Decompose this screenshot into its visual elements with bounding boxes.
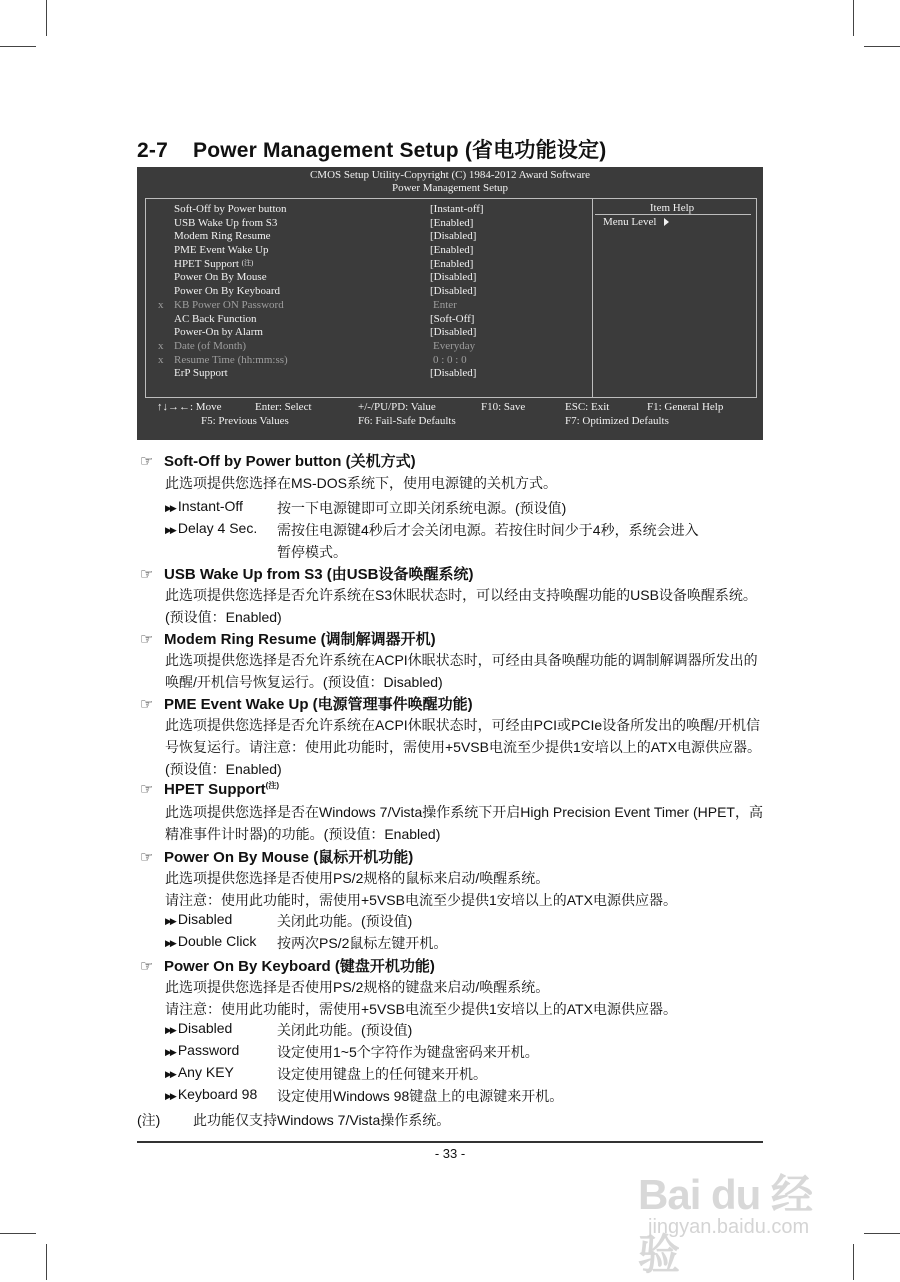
crop-mark <box>0 46 36 47</box>
paragraph: 此选项提供您选择是否使用PS/2规格的键盘来启动/唤醒系统。 <box>165 979 550 995</box>
bios-item-label-text: ErP Support <box>174 367 228 380</box>
footer-optimized: F7: Optimized Defaults <box>565 415 669 427</box>
paragraph: 此选项提供您选择是否允许系统在ACPI休眠状态时，可经由PCI或PCIe设备所发出的唤醒/开机信号恢复运行。请注意：使用此功能时，需使用+5VSB电流至少提供1安培以上的ATX电源供应器。(预设值：Enabled) <box>165 717 761 777</box>
footer-save: F10: Save <box>481 401 526 413</box>
double-arrow-icon: ▶▶ <box>165 938 175 948</box>
option-desc: 设定使用键盘上的任何键来开机。 <box>277 1066 487 1082</box>
bios-item-label-text: Power On By Keyboard <box>174 285 281 298</box>
bios-item-label-text: KB Power ON Password <box>174 298 284 311</box>
paragraph: 此选项提供您选择是否允许系统在ACPI休眠状态时，可经由具备唤醒功能的调制解调器所发出的唤醒/开机信号恢复运行。(预设值：Disabled) <box>165 652 758 690</box>
footer-exit: ESC: Exit <box>565 401 610 413</box>
bios-item-row[interactable] <box>146 203 592 217</box>
option-instant-off <box>165 498 567 516</box>
watermark-url: jingyan.baidu.com <box>648 1216 810 1238</box>
hand-pointer-icon: ☞ <box>140 453 154 470</box>
bios-item-label <box>174 258 253 272</box>
footnote-label: (注) <box>137 1112 161 1128</box>
baidu-watermark <box>638 1150 838 1278</box>
crop-mark <box>864 46 900 47</box>
menu-level <box>603 216 669 229</box>
double-arrow-icon: ▶▶ <box>165 1025 175 1035</box>
footer-failsafe: F6: Fail-Safe Defaults <box>358 415 456 427</box>
double-arrow-icon: ▶▶ <box>165 1091 175 1101</box>
heading-power-on-mouse <box>140 846 413 867</box>
bios-item-label <box>174 326 263 340</box>
footnote-text: 此功能仅支持Windows 7/Vista操作系统。 <box>193 1112 451 1128</box>
bios-item-label-text: Soft-Off by Power button <box>174 203 287 215</box>
footnote-mark: (注) <box>241 258 254 267</box>
heading-text: Power On By Keyboard (键盘开机功能) <box>164 958 435 975</box>
bios-item-label <box>174 217 277 231</box>
option-name: Delay 4 Sec. <box>177 520 258 536</box>
option-delay-4-sec <box>165 520 699 538</box>
bios-item-label <box>174 285 280 299</box>
paragraph: 请注意：使用此功能时，需使用+5VSB电流至少提供1安培以上的ATX电源供应器。 <box>165 892 677 908</box>
hand-pointer-icon: ☞ <box>140 631 154 648</box>
bios-item-label <box>174 271 267 285</box>
bios-item-label-text: Date (of Month) <box>174 339 247 352</box>
triangle-right-icon <box>664 218 669 226</box>
option-name: Any KEY <box>177 1064 234 1080</box>
bios-item-label <box>174 244 269 258</box>
option-mouse-disabled <box>165 911 413 929</box>
bios-screen <box>137 167 763 440</box>
bios-item-value[interactable]: [Disabled] <box>430 367 477 380</box>
disabled-mark: x <box>158 339 164 352</box>
bios-item-label-text: USB Wake Up from S3 <box>174 216 278 229</box>
bios-item-value[interactable]: [Soft-Off] <box>430 312 475 325</box>
heading-text: PME Event Wake Up (电源管理事件唤醒功能) <box>164 696 473 713</box>
heading-pme-event <box>140 693 473 714</box>
option-desc: 设定使用Windows 98键盘上的电源键来开机。 <box>277 1088 564 1104</box>
crop-mark <box>46 0 47 36</box>
bios-item-label-text: Power On By Mouse <box>174 271 267 284</box>
option-desc: 暂停模式。 <box>277 544 347 560</box>
double-arrow-icon: ▶▶ <box>165 525 175 535</box>
crop-mark <box>0 1233 36 1234</box>
bios-item-label <box>174 299 284 313</box>
disabled-mark: x <box>158 353 164 366</box>
option-password <box>165 1042 539 1060</box>
bios-item-value[interactable]: [Disabled] <box>430 326 477 339</box>
bios-item-row[interactable] <box>146 367 592 381</box>
heading-text: Power On By Mouse (鼠标开机功能) <box>164 849 414 866</box>
item-help-title: Item Help <box>649 202 695 214</box>
option-desc: 设定使用1~5个字符作为键盘密码来开机。 <box>277 1044 539 1060</box>
option-keyboard-disabled <box>165 1020 413 1038</box>
heading-modem-ring <box>140 628 436 649</box>
bios-item-value[interactable]: [Disabled] <box>430 285 477 298</box>
bios-item-row[interactable] <box>146 258 592 272</box>
footer-help: F1: General Help <box>647 401 724 413</box>
bios-item-row[interactable] <box>146 217 592 231</box>
bios-item-value: Everyday <box>433 339 476 352</box>
footer-rule <box>137 1141 763 1143</box>
bios-item-label-text: AC Back Function <box>174 312 257 325</box>
paragraph: 此选项提供您选择是否允许系统在S3休眠状态时，可以经由支持唤醒功能的USB设备唤醒系统。(预设值：Enabled) <box>165 587 757 625</box>
heading-power-on-keyboard <box>140 955 435 976</box>
bios-item-label-text: Modem Ring Resume <box>174 230 271 243</box>
bios-item-row[interactable] <box>146 271 592 285</box>
hand-pointer-icon: ☞ <box>140 696 154 713</box>
bios-item-value: 0 : 0 : 0 <box>433 353 467 366</box>
crop-mark <box>46 1244 47 1280</box>
bios-footer <box>137 401 763 431</box>
option-keyboard-98 <box>165 1086 564 1104</box>
footer-previous: F5: Previous Values <box>201 415 289 427</box>
bios-item-value[interactable]: [Enabled] <box>430 244 474 257</box>
option-name: Instant-Off <box>177 498 243 514</box>
option-name: Disabled <box>177 911 233 927</box>
bios-item-value[interactable]: [Enabled] <box>430 216 474 229</box>
paragraph: 请注意：使用此功能时，需使用+5VSB电流至少提供1安培以上的ATX电源供应器。 <box>165 1001 677 1017</box>
crop-mark <box>864 1233 900 1234</box>
bios-item-row[interactable] <box>146 326 592 340</box>
bios-copyright: CMOS Setup Utility-Copyright (C) 1984-2012 Award Software <box>309 169 591 181</box>
option-desc: 按两次PS/2鼠标左键开机。 <box>277 935 448 951</box>
double-arrow-icon: ▶▶ <box>165 916 175 926</box>
heading-text: Soft-Off by Power button (关机方式) <box>164 453 416 470</box>
menu-level-label: Menu Level <box>603 216 657 228</box>
hand-pointer-icon: ☞ <box>140 566 154 583</box>
heading-usb-wake <box>140 563 473 584</box>
bios-divider <box>592 199 593 397</box>
bios-item-label <box>174 230 271 244</box>
footnote <box>137 1110 451 1130</box>
section-number: 2-7 <box>137 139 168 162</box>
heading-softoff <box>140 450 416 471</box>
bios-item-label <box>174 367 228 381</box>
double-arrow-icon: ▶▶ <box>165 1047 175 1057</box>
bios-item-value[interactable]: [Disabled] <box>430 230 477 243</box>
bios-item-label-text: Power-On by Alarm <box>174 326 263 339</box>
item-help-divider <box>595 214 751 215</box>
option-desc: 关闭此功能。(预设值) <box>277 913 413 929</box>
option-name: Disabled <box>177 1020 233 1036</box>
double-arrow-icon: ▶▶ <box>165 1069 175 1079</box>
heading-text: USB Wake Up from S3 (由USB设备唤醒系统) <box>164 566 474 583</box>
bios-item-label <box>174 203 287 217</box>
bios-item-label <box>174 354 288 368</box>
bios-item-row[interactable] <box>146 285 592 299</box>
bios-item-value[interactable]: [Disabled] <box>430 271 477 284</box>
hand-pointer-icon: ☞ <box>140 781 154 798</box>
option-any-key <box>165 1064 487 1082</box>
option-desc: 需按住电源键4秒后才会关闭电源。若按住时间少于4秒，系统会进入 <box>277 522 699 538</box>
option-double-click <box>165 933 448 951</box>
paragraph: 此选项提供您选择在MS-DOS系统下，使用电源键的关机方式。 <box>165 475 557 491</box>
hand-pointer-icon: ☞ <box>140 849 154 866</box>
bios-menu-title: Power Management Setup <box>391 182 509 194</box>
heading-text: Modem Ring Resume (调制解调器开机) <box>164 631 436 648</box>
section-title <box>137 134 606 164</box>
bios-item-row <box>146 340 592 354</box>
footer-enter: Enter: Select <box>255 401 312 413</box>
bios-item-row <box>146 354 592 368</box>
bios-item-row[interactable] <box>146 313 592 327</box>
bios-item-list <box>146 203 592 381</box>
hand-pointer-icon: ☞ <box>140 958 154 975</box>
double-arrow-icon: ▶▶ <box>165 503 175 513</box>
crop-mark <box>853 1244 854 1280</box>
footer-move: ↑↓→←: Move <box>157 401 222 413</box>
paragraph: 此选项提供您选择是否使用PS/2规格的鼠标来启动/唤醒系统。 <box>165 870 550 886</box>
footnote-mark: (注) <box>265 781 279 790</box>
disabled-mark: x <box>158 298 164 311</box>
option-name: Password <box>177 1042 240 1058</box>
bios-item-value[interactable]: [Instant-off] <box>430 203 484 215</box>
bios-item-row <box>146 299 592 313</box>
watermark-logo: Bai du 经验 <box>638 1171 813 1278</box>
heading-text: HPET Support <box>164 781 266 798</box>
bios-item-row[interactable] <box>146 230 592 244</box>
bios-item-label <box>174 313 257 327</box>
bios-header <box>137 169 763 195</box>
bios-item-label <box>174 340 246 354</box>
option-name: Keyboard 98 <box>177 1086 258 1102</box>
bios-item-value[interactable]: [Enabled] <box>430 257 474 270</box>
footer-value: +/-/PU/PD: Value <box>358 401 436 413</box>
option-desc: 按一下电源键即可立即关闭系统电源。(预设值) <box>277 500 567 516</box>
bios-item-label-text: Resume Time (hh:mm:ss) <box>174 353 288 366</box>
bios-item-label-text: HPET Support <box>174 257 239 270</box>
section-title-text: Power Management Setup (省电功能设定) <box>193 139 607 162</box>
bios-item-value: Enter <box>433 298 457 311</box>
heading-hpet <box>140 780 279 798</box>
page-number: - 33 - <box>434 1146 466 1161</box>
paragraph: 此选项提供您选择是否在Windows 7/Vista操作系统下开启High Precision Event Timer (HPET，高精准事件计时器)的功能。(预设值：Enabled) <box>165 804 763 842</box>
option-name: Double Click <box>177 933 257 949</box>
option-desc: 关闭此功能。(预设值) <box>277 1022 413 1038</box>
bios-item-row[interactable] <box>146 244 592 258</box>
bios-main-panel <box>145 198 757 398</box>
bios-item-label-text: PME Event Wake Up <box>174 244 269 257</box>
crop-mark <box>853 0 854 36</box>
